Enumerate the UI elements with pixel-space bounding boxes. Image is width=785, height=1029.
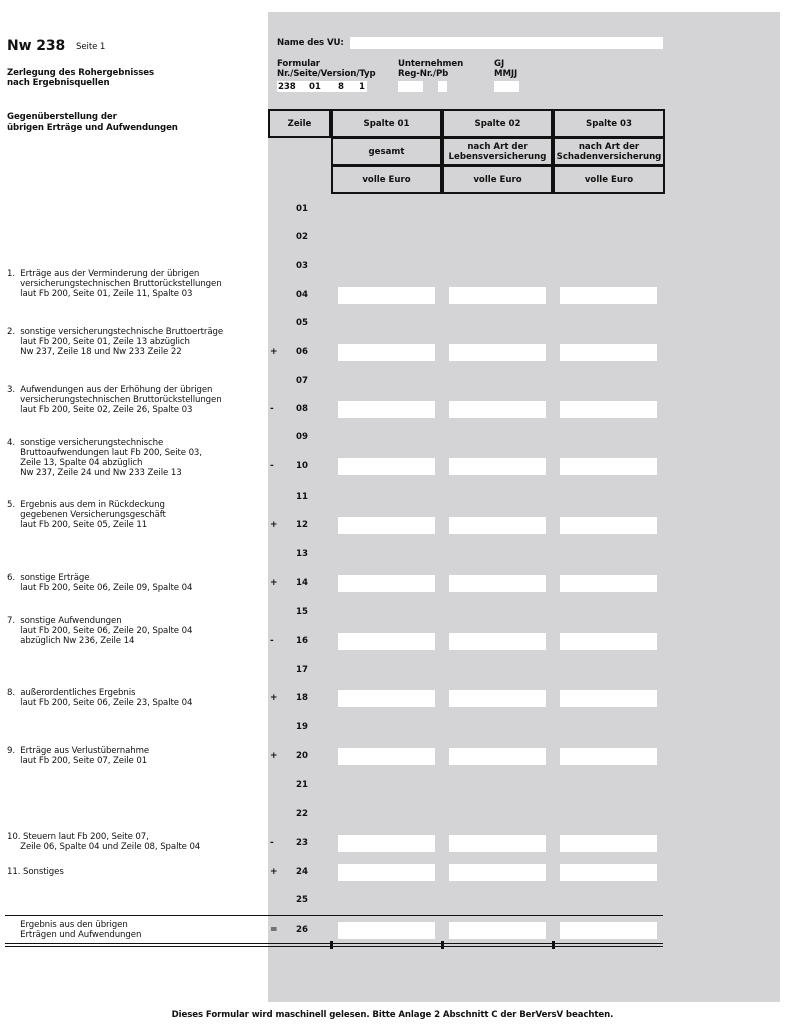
line-number: 19 xyxy=(296,722,308,732)
input-line-12-col-01[interactable] xyxy=(338,517,435,534)
item-4-label: 4. sonstige versicherungstechnische Bruttoaufwendungen laut Fb 200, Seite 03, Zeile 13, Spalte 04 abzüglich Nw 237, Zeile 24 und Nw 233 Zeile 13 xyxy=(7,438,202,478)
line-number: 13 xyxy=(296,549,308,559)
input-line-24-col-02[interactable] xyxy=(449,864,546,881)
input-line-12-col-03[interactable] xyxy=(560,517,657,534)
input-line-14-col-03[interactable] xyxy=(560,575,657,592)
form-code: Nw 238 xyxy=(7,38,66,54)
zeile-header: Zeile xyxy=(268,109,331,138)
rule-tick xyxy=(330,941,333,949)
footer-note: Dieses Formular wird maschinell gelesen. Bitte Anlage 2 Abschnitt C der BerVersV beachten. xyxy=(171,1010,614,1020)
line-number: 18 xyxy=(296,693,308,703)
formular-value-typ: 1 xyxy=(359,82,365,92)
col-header-03: Spalte 03 xyxy=(553,109,665,138)
line-number: 09 xyxy=(296,432,308,442)
col-header-01: Spalte 01 xyxy=(331,109,442,138)
col-desc-03: nach Art der Schadenversicherung xyxy=(553,137,665,166)
line-number: 10 xyxy=(296,461,308,471)
form-page: Seite 1 xyxy=(76,42,106,52)
input-line-14-col-01[interactable] xyxy=(338,575,435,592)
input-line-18-col-02[interactable] xyxy=(449,690,546,707)
name-field[interactable] xyxy=(350,37,663,49)
col-header-02: Spalte 02 xyxy=(442,109,553,138)
line-number: 04 xyxy=(296,290,308,300)
input-line-16-col-01[interactable] xyxy=(338,633,435,650)
input-line-10-col-02[interactable] xyxy=(449,458,546,475)
input-line-08-col-02[interactable] xyxy=(449,401,546,418)
section-title-1: Gegenüberstellung der xyxy=(7,112,117,122)
line-number: 05 xyxy=(296,318,308,328)
line-number: 06 xyxy=(296,347,308,357)
input-line-26-col-03[interactable] xyxy=(560,922,657,939)
input-line-23-col-02[interactable] xyxy=(449,835,546,852)
col-desc-01: gesamt xyxy=(331,137,442,166)
result-label: Ergebnis aus den übrigen Erträgen und Aufwendungen xyxy=(20,920,142,940)
input-line-18-col-01[interactable] xyxy=(338,690,435,707)
input-line-08-col-03[interactable] xyxy=(560,401,657,418)
input-line-26-col-02[interactable] xyxy=(449,922,546,939)
gj-field[interactable] xyxy=(494,81,519,92)
col-unit-01: volle Euro xyxy=(331,165,442,194)
rule-tick xyxy=(552,941,555,949)
reg-nr-field[interactable] xyxy=(398,81,423,92)
line-number: 03 xyxy=(296,261,308,271)
sign-plus: + xyxy=(270,578,278,588)
unternehmen-label-1: Unternehmen xyxy=(398,59,464,69)
col-unit-03: volle Euro xyxy=(553,165,665,194)
input-line-06-col-03[interactable] xyxy=(560,344,657,361)
item-8-label: 8. außerordentliches Ergebnis laut Fb 200, Seite 06, Zeile 23, Spalte 04 xyxy=(7,688,193,708)
sign-equals: = xyxy=(270,925,278,935)
item-6-label: 6. sonstige Erträge laut Fb 200, Seite 06, Zeile 09, Spalte 04 xyxy=(7,573,193,593)
item-9-label: 9. Erträge aus Verlustübernahme laut Fb 200, Seite 07, Zeile 01 xyxy=(7,746,150,766)
item-7-label: 7. sonstige Aufwendungen laut Fb 200, Seite 06, Zeile 20, Spalte 04 abzüglich Nw 236, Zeile 14 xyxy=(7,616,193,646)
line-number: 02 xyxy=(296,232,308,242)
formular-label-1: Formular xyxy=(277,59,320,69)
input-line-20-col-02[interactable] xyxy=(449,748,546,765)
sign-plus: + xyxy=(270,867,278,877)
input-line-10-col-03[interactable] xyxy=(560,458,657,475)
line-number: 23 xyxy=(296,838,308,848)
input-line-16-col-03[interactable] xyxy=(560,633,657,650)
item-11-label: 11. Sonstiges xyxy=(7,867,64,877)
input-line-24-col-03[interactable] xyxy=(560,864,657,881)
rule-tick xyxy=(441,941,444,949)
input-line-16-col-02[interactable] xyxy=(449,633,546,650)
sign-plus: + xyxy=(270,520,278,530)
section-title-2: übrigen Erträge und Aufwendungen xyxy=(7,123,178,133)
line-number: 22 xyxy=(296,809,308,819)
sign-plus: + xyxy=(270,693,278,703)
result-double-rule-2 xyxy=(5,946,663,947)
input-line-18-col-03[interactable] xyxy=(560,690,657,707)
input-line-06-col-01[interactable] xyxy=(338,344,435,361)
input-line-08-col-01[interactable] xyxy=(338,401,435,418)
line-number: 20 xyxy=(296,751,308,761)
sign-plus: + xyxy=(270,751,278,761)
input-line-20-col-01[interactable] xyxy=(338,748,435,765)
line-number: 24 xyxy=(296,867,308,877)
line-number: 11 xyxy=(296,492,308,502)
formular-value-seite: 01 xyxy=(309,82,321,92)
result-top-rule xyxy=(5,915,663,916)
unternehmen-label-2: Reg-Nr./Pb xyxy=(398,69,449,79)
input-line-20-col-03[interactable] xyxy=(560,748,657,765)
sign-minus: - xyxy=(270,461,274,471)
line-number: 21 xyxy=(296,780,308,790)
input-line-04-col-03[interactable] xyxy=(560,287,657,304)
line-number: 16 xyxy=(296,636,308,646)
item-1-label: 1. Erträge aus der Verminderung der übrigen versicherungstechnischen Bruttorückstellungen laut Fb 200, Seite 01, Zeile 11, Spalte 03 xyxy=(7,269,222,299)
input-line-23-col-01[interactable] xyxy=(338,835,435,852)
input-line-23-col-03[interactable] xyxy=(560,835,657,852)
formular-label-2: Nr./Seite/Version/Typ xyxy=(277,69,376,79)
name-label: Name des VU: xyxy=(277,38,344,48)
line-number: 17 xyxy=(296,665,308,675)
gj-label-2: MMJJ xyxy=(494,69,518,79)
line-number: 25 xyxy=(296,895,308,905)
input-line-10-col-01[interactable] xyxy=(338,458,435,475)
formular-value-version: 8 xyxy=(338,82,344,92)
result-double-rule-1 xyxy=(5,943,663,944)
sign-minus: - xyxy=(270,636,274,646)
form-subtitle-2: nach Ergebnisquellen xyxy=(7,78,110,88)
input-line-12-col-02[interactable] xyxy=(449,517,546,534)
line-number: 08 xyxy=(296,404,308,414)
col-desc-02: nach Art der Lebensversicherung xyxy=(442,137,553,166)
input-line-04-col-02[interactable] xyxy=(449,287,546,304)
gj-label-1: GJ xyxy=(494,59,505,69)
input-line-04-col-01[interactable] xyxy=(338,287,435,304)
item-5-label: 5. Ergebnis aus dem in Rückdeckung gegebenen Versicherungsgeschäft laut Fb 200, Seite 05, Zeile 11 xyxy=(7,500,166,530)
col-unit-02: volle Euro xyxy=(442,165,553,194)
line-number: 14 xyxy=(296,578,308,588)
form-subtitle-1: Zerlegung des Rohergebnisses xyxy=(7,68,154,78)
line-number: 26 xyxy=(296,925,308,935)
input-line-14-col-02[interactable] xyxy=(449,575,546,592)
formular-value-nr: 238 xyxy=(278,82,296,92)
line-number: 07 xyxy=(296,376,308,386)
input-line-24-col-01[interactable] xyxy=(338,864,435,881)
sign-plus: + xyxy=(270,347,278,357)
line-number: 12 xyxy=(296,520,308,530)
input-line-26-col-01[interactable] xyxy=(338,922,435,939)
pb-field[interactable] xyxy=(438,81,447,92)
line-number: 01 xyxy=(296,204,308,214)
item-10-label: 10. Steuern laut Fb 200, Seite 07, Zeile 06, Spalte 04 und Zeile 08, Spalte 04 xyxy=(7,832,201,852)
sign-minus: - xyxy=(270,404,274,414)
line-number: 15 xyxy=(296,607,308,617)
input-line-06-col-02[interactable] xyxy=(449,344,546,361)
item-3-label: 3. Aufwendungen aus der Erhöhung der übrigen versicherungstechnischen Bruttorückstellungen laut Fb 200, Seite 02, Zeile 26, Spalte 03 xyxy=(7,385,222,415)
item-2-label: 2. sonstige versicherungstechnische Bruttoerträge laut Fb 200, Seite 01, Zeile 13 abzüglich Nw 237, Zeile 18 und Nw 233 Zeile 22 xyxy=(7,327,224,357)
sign-minus: - xyxy=(270,838,274,848)
